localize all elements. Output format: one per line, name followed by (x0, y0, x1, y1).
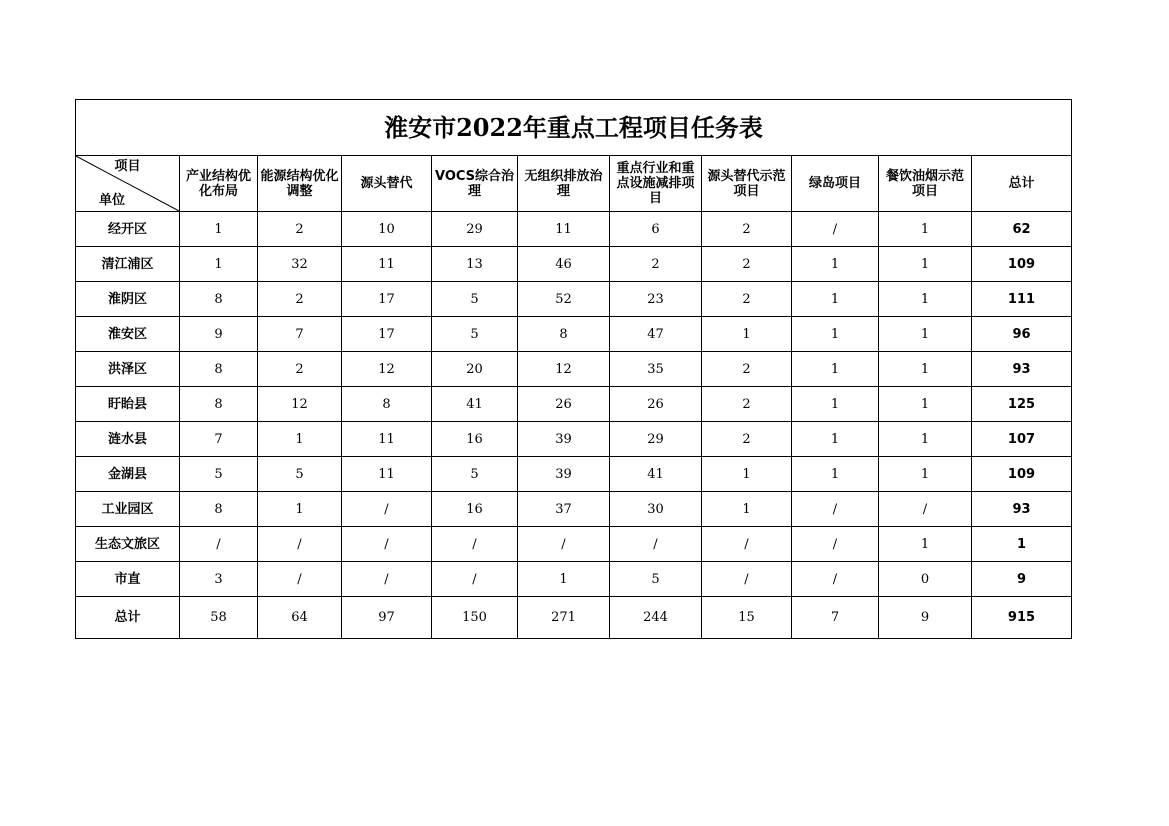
value-cell: 5 (610, 562, 702, 597)
value-cell: 7 (180, 422, 258, 457)
value-cell: 2 (702, 282, 792, 317)
row-total-cell: 96 (972, 317, 1072, 352)
value-cell: 8 (180, 387, 258, 422)
value-cell: 1 (879, 387, 972, 422)
unit-name-cell: 工业园区 (76, 492, 180, 527)
column-header: 产业结构优化布局 (180, 156, 258, 212)
value-cell: 26 (518, 387, 610, 422)
value-cell: 7 (258, 317, 342, 352)
value-cell: 1 (702, 457, 792, 492)
value-cell: 11 (518, 212, 610, 247)
column-header: 源头替代 (342, 156, 432, 212)
value-cell: 1 (792, 422, 879, 457)
value-cell: 11 (342, 457, 432, 492)
total-cell: 97 (342, 597, 432, 639)
value-cell: 32 (258, 247, 342, 282)
column-header: 无组织排放治理 (518, 156, 610, 212)
value-cell: 8 (180, 352, 258, 387)
value-cell: / (792, 562, 879, 597)
unit-name-cell: 清江浦区 (76, 247, 180, 282)
unit-name-cell: 经开区 (76, 212, 180, 247)
total-cell: 7 (792, 597, 879, 639)
total-cell: 271 (518, 597, 610, 639)
table-row (76, 562, 1072, 597)
row-total-cell: 9 (972, 562, 1072, 597)
value-cell: 37 (518, 492, 610, 527)
value-cell: / (342, 562, 432, 597)
column-header: 餐饮油烟示范项目 (879, 156, 972, 212)
value-cell: 12 (518, 352, 610, 387)
value-cell: 1 (879, 457, 972, 492)
table-row (76, 457, 1072, 492)
title-row (76, 100, 1072, 156)
value-cell: 1 (879, 352, 972, 387)
value-cell: 16 (432, 422, 518, 457)
column-header: 能源结构优化调整 (258, 156, 342, 212)
unit-name-cell: 盱眙县 (76, 387, 180, 422)
value-cell: 1 (258, 492, 342, 527)
value-cell: 5 (180, 457, 258, 492)
value-cell: / (432, 562, 518, 597)
value-cell: 5 (432, 282, 518, 317)
value-cell: 0 (879, 562, 972, 597)
total-cell: 15 (702, 597, 792, 639)
value-cell: 46 (518, 247, 610, 282)
value-cell: 8 (518, 317, 610, 352)
row-total-cell: 1 (972, 527, 1072, 562)
value-cell: / (792, 492, 879, 527)
total-row-label: 总计 (76, 597, 180, 639)
value-cell: 6 (610, 212, 702, 247)
total-cell: 64 (258, 597, 342, 639)
value-cell: 39 (518, 422, 610, 457)
value-cell: 2 (258, 282, 342, 317)
value-cell: 2 (702, 247, 792, 282)
value-cell: 1 (879, 212, 972, 247)
value-cell: 11 (342, 247, 432, 282)
value-cell: 1 (792, 282, 879, 317)
value-cell: 1 (879, 527, 972, 562)
value-cell: 2 (702, 212, 792, 247)
value-cell: 1 (879, 422, 972, 457)
value-cell: 13 (432, 247, 518, 282)
value-cell: 52 (518, 282, 610, 317)
value-cell: 5 (432, 317, 518, 352)
table-body (76, 212, 1072, 597)
value-cell: / (610, 527, 702, 562)
value-cell: 8 (180, 282, 258, 317)
column-header: VOCS综合治理 (432, 156, 518, 212)
value-cell: 1 (792, 387, 879, 422)
value-cell: 11 (342, 422, 432, 457)
table-row (76, 247, 1072, 282)
value-cell: / (518, 527, 610, 562)
unit-name-cell: 淮安区 (76, 317, 180, 352)
value-cell: 1 (879, 282, 972, 317)
value-cell: 47 (610, 317, 702, 352)
row-total-cell: 109 (972, 247, 1072, 282)
value-cell: 2 (702, 422, 792, 457)
value-cell: 9 (180, 317, 258, 352)
value-cell: 2 (702, 352, 792, 387)
value-cell: 30 (610, 492, 702, 527)
corner-header-cell (76, 156, 180, 212)
table-row (76, 212, 1072, 247)
row-total-cell: 93 (972, 352, 1072, 387)
unit-name-cell: 淮阴区 (76, 282, 180, 317)
row-total-cell: 107 (972, 422, 1072, 457)
table-row (76, 282, 1072, 317)
unit-name-cell: 金湖县 (76, 457, 180, 492)
value-cell: 1 (180, 247, 258, 282)
value-cell: / (879, 492, 972, 527)
value-cell: 1 (792, 247, 879, 282)
total-cell: 150 (432, 597, 518, 639)
unit-name-cell: 生态文旅区 (76, 527, 180, 562)
row-total-cell: 93 (972, 492, 1072, 527)
value-cell: 5 (432, 457, 518, 492)
value-cell: 12 (258, 387, 342, 422)
total-cell: 58 (180, 597, 258, 639)
row-total-cell: 111 (972, 282, 1072, 317)
value-cell: 5 (258, 457, 342, 492)
value-cell: 8 (342, 387, 432, 422)
row-total-cell: 125 (972, 387, 1072, 422)
value-cell: 29 (610, 422, 702, 457)
table-row (76, 387, 1072, 422)
header-row (76, 156, 1072, 212)
value-cell: 2 (610, 247, 702, 282)
value-cell: 1 (792, 457, 879, 492)
corner-label-project: 项目 (114, 159, 141, 174)
column-header: 绿岛项目 (792, 156, 879, 212)
value-cell: 10 (342, 212, 432, 247)
task-table (75, 99, 1072, 639)
value-cell: 39 (518, 457, 610, 492)
value-cell: 1 (258, 422, 342, 457)
value-cell: 1 (180, 212, 258, 247)
value-cell: / (258, 527, 342, 562)
column-header-total: 总计 (972, 156, 1072, 212)
table-row (76, 422, 1072, 457)
value-cell: 20 (432, 352, 518, 387)
value-cell: / (702, 562, 792, 597)
column-header: 重点行业和重点设施减排项目 (610, 156, 702, 212)
table-row (76, 492, 1072, 527)
value-cell: 1 (792, 352, 879, 387)
column-header: 源头替代示范项目 (702, 156, 792, 212)
value-cell: / (792, 527, 879, 562)
value-cell: 1 (879, 247, 972, 282)
value-cell: 23 (610, 282, 702, 317)
value-cell: / (432, 527, 518, 562)
value-cell: / (342, 527, 432, 562)
value-cell: 16 (432, 492, 518, 527)
value-cell: 17 (342, 317, 432, 352)
value-cell: / (342, 492, 432, 527)
value-cell: 1 (702, 492, 792, 527)
value-cell: 26 (610, 387, 702, 422)
value-cell: 1 (518, 562, 610, 597)
value-cell: 2 (702, 387, 792, 422)
value-cell: / (702, 527, 792, 562)
value-cell: 12 (342, 352, 432, 387)
value-cell: 35 (610, 352, 702, 387)
unit-name-cell: 涟水县 (76, 422, 180, 457)
value-cell: 8 (180, 492, 258, 527)
value-cell: / (258, 562, 342, 597)
value-cell: 1 (792, 317, 879, 352)
unit-name-cell: 市直 (76, 562, 180, 597)
value-cell: / (180, 527, 258, 562)
table-row (76, 317, 1072, 352)
total-row (76, 597, 1072, 639)
value-cell: 2 (258, 352, 342, 387)
total-cell: 244 (610, 597, 702, 639)
value-cell: 3 (180, 562, 258, 597)
value-cell: 29 (432, 212, 518, 247)
value-cell: 1 (702, 317, 792, 352)
value-cell: 41 (432, 387, 518, 422)
table-row (76, 352, 1072, 387)
grand-total-cell: 915 (972, 597, 1072, 639)
unit-name-cell: 洪泽区 (76, 352, 180, 387)
value-cell: 17 (342, 282, 432, 317)
row-total-cell: 109 (972, 457, 1072, 492)
value-cell: 1 (879, 317, 972, 352)
value-cell: / (792, 212, 879, 247)
value-cell: 2 (258, 212, 342, 247)
table-row (76, 527, 1072, 562)
table-title: 淮安市2022年重点工程项目任务表 (76, 100, 1072, 156)
value-cell: 41 (610, 457, 702, 492)
row-total-cell: 62 (972, 212, 1072, 247)
total-cell: 9 (879, 597, 972, 639)
corner-label-unit: 单位 (99, 193, 126, 208)
